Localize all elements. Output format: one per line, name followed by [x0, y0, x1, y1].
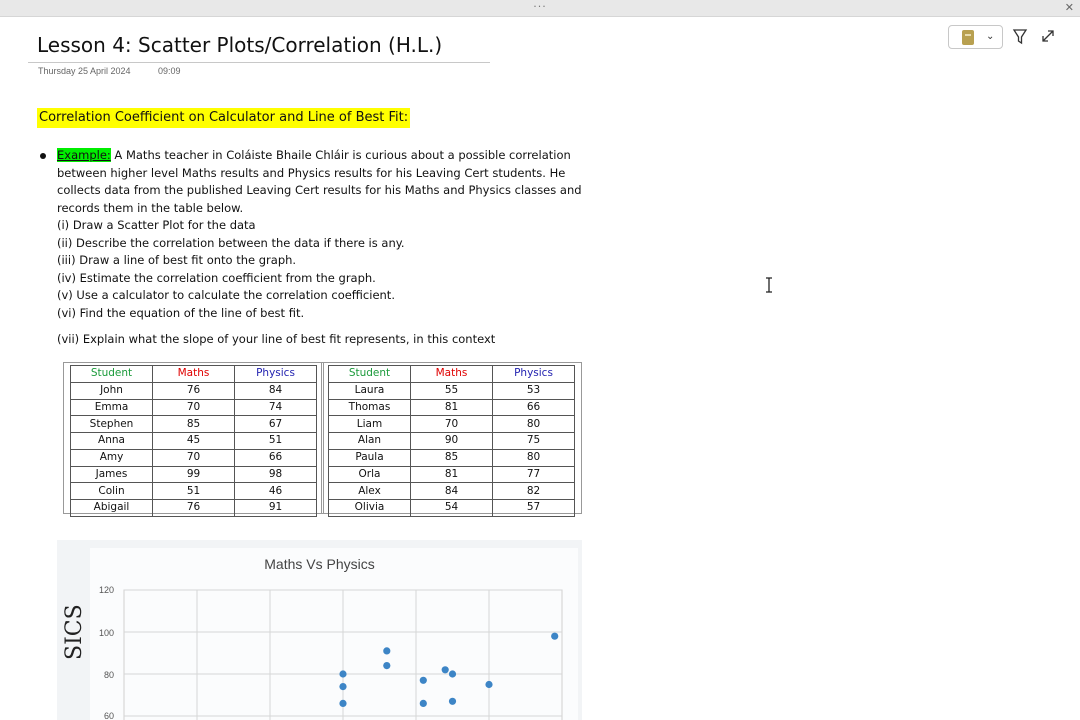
physics-cell: 57	[493, 500, 575, 517]
physics-cell: 91	[235, 500, 317, 517]
student-cell: Anna	[71, 433, 153, 450]
student-cell: James	[71, 466, 153, 483]
table-row	[71, 382, 317, 399]
y-tick-label: 100	[98, 628, 114, 638]
header-physics: Physics	[493, 366, 575, 383]
table-row	[329, 399, 575, 416]
table-row	[329, 433, 575, 450]
header-student: Student	[329, 366, 411, 383]
physics-cell: 77	[493, 466, 575, 483]
maths-cell: 85	[411, 449, 493, 466]
example-line-1	[57, 147, 617, 165]
example-label: Example:	[57, 148, 111, 162]
bullet-point	[40, 153, 46, 159]
table-row	[71, 483, 317, 500]
maths-cell: 81	[411, 466, 493, 483]
maths-cell: 84	[411, 483, 493, 500]
table-row	[71, 500, 317, 517]
table-row	[329, 466, 575, 483]
maths-cell: 90	[411, 433, 493, 450]
table-row	[329, 382, 575, 399]
table-header-row	[329, 366, 575, 383]
notebook-dropdown-button[interactable]	[948, 25, 1003, 49]
window-title-bar	[0, 0, 1080, 17]
maths-cell: 55	[411, 382, 493, 399]
example-line-4: records them in the table below.	[57, 200, 244, 215]
pen-funnel-icon[interactable]	[1012, 28, 1028, 46]
task-ii: (ii) Describe the correlation between the data if there is any.	[57, 235, 405, 250]
physics-cell: 98	[235, 466, 317, 483]
page-date: Thursday 25 April 2024	[38, 66, 131, 76]
maths-cell: 70	[153, 449, 235, 466]
table-row	[71, 433, 317, 450]
student-cell: John	[71, 382, 153, 399]
maths-cell: 70	[411, 416, 493, 433]
table-row	[71, 449, 317, 466]
maths-cell: 76	[153, 382, 235, 399]
physics-cell: 75	[493, 433, 575, 450]
physics-cell: 82	[493, 483, 575, 500]
task-v: (v) Use a calculator to calculate the correlation coefficient.	[57, 288, 395, 302]
maths-cell: 51	[153, 483, 235, 500]
physics-cell: 66	[493, 399, 575, 416]
table-row	[71, 416, 317, 433]
table-header-row	[71, 366, 317, 383]
physics-cell: 46	[235, 483, 317, 500]
header-physics: Physics	[235, 366, 317, 383]
student-cell: Alan	[329, 433, 411, 450]
task-vi: (vi) Find the equation of the line of best fit.	[57, 305, 305, 320]
task-vii[interactable]: (vii) Explain what the slope of your line of best fit represents, in this context	[57, 332, 496, 346]
student-cell: Paula	[329, 449, 411, 466]
physics-cell: 66	[235, 449, 317, 466]
table-row	[329, 500, 575, 517]
header-maths: Maths	[153, 366, 235, 383]
chevron-down-icon: ⌄	[986, 31, 995, 42]
student-cell: Orla	[329, 466, 411, 483]
student-cell: Abigail	[71, 500, 153, 517]
table-row	[329, 483, 575, 500]
section-heading[interactable]: Correlation Coefficient on Calculator and Line of Best Fit:	[37, 108, 410, 128]
physics-cell: 84	[235, 382, 317, 399]
title-divider	[28, 62, 490, 63]
y-tick-label: 60	[103, 711, 114, 720]
y-axis-handwritten-label: SICS	[62, 604, 87, 660]
task-i: (i) Draw a Scatter Plot for the data	[57, 218, 256, 232]
table-row	[71, 466, 317, 483]
chart-plot-background	[90, 548, 578, 720]
physics-cell: 74	[235, 399, 317, 416]
maths-cell: 99	[153, 466, 235, 483]
data-table-left	[70, 365, 317, 517]
page-title[interactable]: Lesson 4: Scatter Plots/Correlation (H.L.)	[37, 33, 443, 57]
student-cell: Liam	[329, 416, 411, 433]
student-cell: Thomas	[329, 399, 411, 416]
physics-cell: 67	[235, 416, 317, 433]
data-table-right	[328, 365, 575, 517]
physics-cell: 80	[493, 449, 575, 466]
y-tick-label: 80	[103, 670, 114, 680]
table-row	[71, 399, 317, 416]
example-line-3: collects data from the published Leaving Cert results for his Maths and Physics classes and	[57, 183, 582, 197]
text-cursor-icon	[764, 277, 774, 293]
maths-cell: 70	[153, 399, 235, 416]
maths-cell: 76	[153, 500, 235, 517]
example-text: A Maths teacher in Coláiste Bhaile Chláir is curious about a possible correlation	[110, 148, 571, 162]
table-row	[329, 416, 575, 433]
chart-title: Maths Vs Physics	[264, 556, 375, 572]
table-row	[329, 449, 575, 466]
student-cell: Emma	[71, 399, 153, 416]
student-cell: Laura	[329, 382, 411, 399]
y-tick-label: 120	[98, 585, 114, 595]
student-cell: Colin	[71, 483, 153, 500]
page-time: 09:09	[158, 66, 181, 76]
window-drag-handle[interactable]: ···	[533, 0, 547, 13]
task-iv: (iv) Estimate the correlation coefficient from the graph.	[57, 270, 376, 285]
physics-cell: 80	[493, 416, 575, 433]
close-icon[interactable]: ✕	[1064, 1, 1074, 14]
student-cell: Stephen	[71, 416, 153, 433]
maths-cell: 45	[153, 433, 235, 450]
expand-icon[interactable]	[1041, 29, 1055, 43]
example-paragraph[interactable]	[57, 147, 617, 322]
physics-cell: 51	[235, 433, 317, 450]
maths-cell: 85	[153, 416, 235, 433]
notebook-icon	[962, 30, 974, 45]
example-line-2: between higher level Maths results and Physics results for his Leaving Cert students. He	[57, 165, 566, 180]
task-iii: (iii) Draw a line of best fit onto the graph.	[57, 253, 297, 267]
maths-cell: 54	[411, 500, 493, 517]
data-table-right-container[interactable]	[321, 362, 582, 514]
header-student: Student	[71, 366, 153, 383]
student-cell: Alex	[329, 483, 411, 500]
physics-cell: 53	[493, 382, 575, 399]
student-cell: Amy	[71, 449, 153, 466]
data-table-left-container[interactable]	[63, 362, 324, 514]
header-maths: Maths	[411, 366, 493, 383]
maths-cell: 81	[411, 399, 493, 416]
student-cell: Olivia	[329, 500, 411, 517]
